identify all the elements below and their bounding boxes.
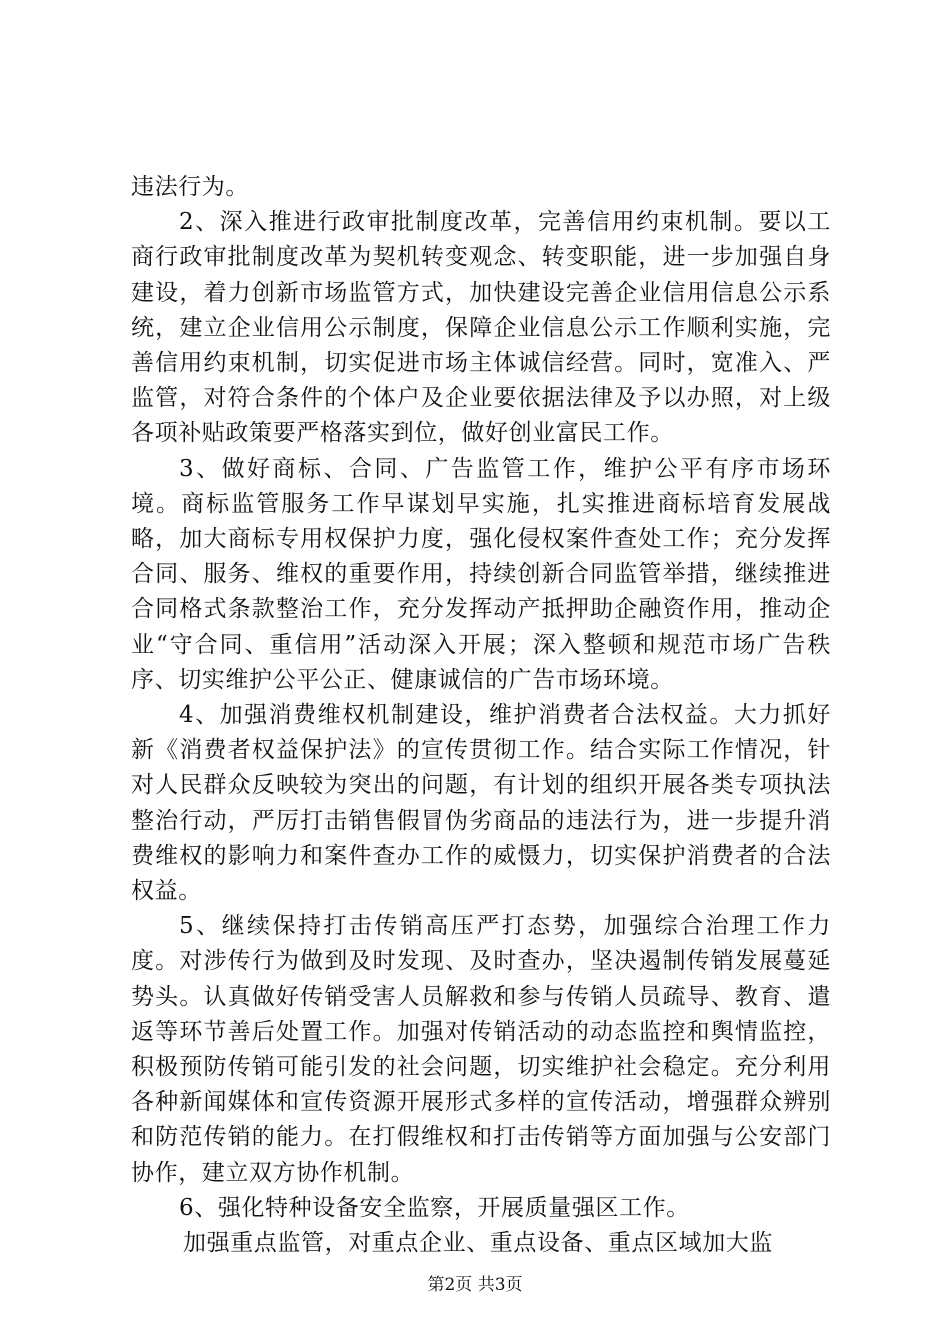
paragraph-item-3: 3、做好商标、合同、广告监管工作，维护公平有序市场环境。商标监管服务工作早谋划早实施，扎实推进商标培育发展战略，加大商标专用权保护力度，强化侵权案件查处工作；充分发挥合同、服务、维权的重要作用，持续创新合同监管举措，继续推进合同格式条款整治工作，充分发挥动产抵押助企融资作用，推动企业“守合同、重信用”活动深入开展；深入整顿和规范市场广告秩序、切实维护公平公正、健康诚信的广告市场环境。 <box>131 455 831 693</box>
paragraph-item-6: 6、强化特种设备安全监察，开展质量强区工作。 <box>179 1194 690 1221</box>
document-body <box>131 170 831 1261</box>
page-number: 第2页 共3页 <box>427 1275 523 1295</box>
paragraph-item-4: 4、加强消费维权机制建设，维护消费者合法权益。大力抓好新《消费者权益保护法》的宣传贯彻工作。结合实际工作情况，针对人民群众反映较为突出的问题，有计划的组织开展各类专项执法整治行动，严厉打击销售假冒伪劣商品的违法行为，进一步提升消费维权的影响力和案件查办工作的威慑力，切实保护消费者的合法权益。 <box>131 702 831 905</box>
paragraph-item-2: 2、深入推进行政审批制度改革，完善信用约束机制。要以工商行政审批制度改革为契机转变观念、转变职能，进一步加强自身建设，着力创新市场监管方式，加快建设完善企业信用信息公示系统，建立企业信用公示制度，保障企业信息公示工作顺利实施，完善信用约束机制，切实促进市场主体诚信经营。同时，宽准入、严监管，对符合条件的个体户及企业要依据法律及予以办照，对上级各项补贴政策要严格落实到位，做好创业富民工作。 <box>131 209 831 447</box>
paragraph-continuation: 违法行为。 <box>131 174 249 200</box>
paragraph-item-6-body: 加强重点监管，对重点企业、重点设备、重点区域加大监 <box>183 1230 773 1257</box>
paragraph-item-5: 5、继续保持打击传销高压严打态势，加强综合治理工作力度。对涉传行为做到及时发现、及时查办，坚决遏制传销发展蔓延势头。认真做好传销受害人员解救和参与传销人员疏导、教育、遣返等环节善后处置工作。加强对传销活动的动态监控和舆情监控，积极预防传销可能引发的社会问题，切实维护社会稳定。充分利用各种新闻媒体和宣传资源开展形式多样的宣传活动，增强群众辨别和防范传销的能力。在打假维权和打击传销等方面加强与公安部门协作，建立双方协作机制。 <box>131 913 831 1186</box>
